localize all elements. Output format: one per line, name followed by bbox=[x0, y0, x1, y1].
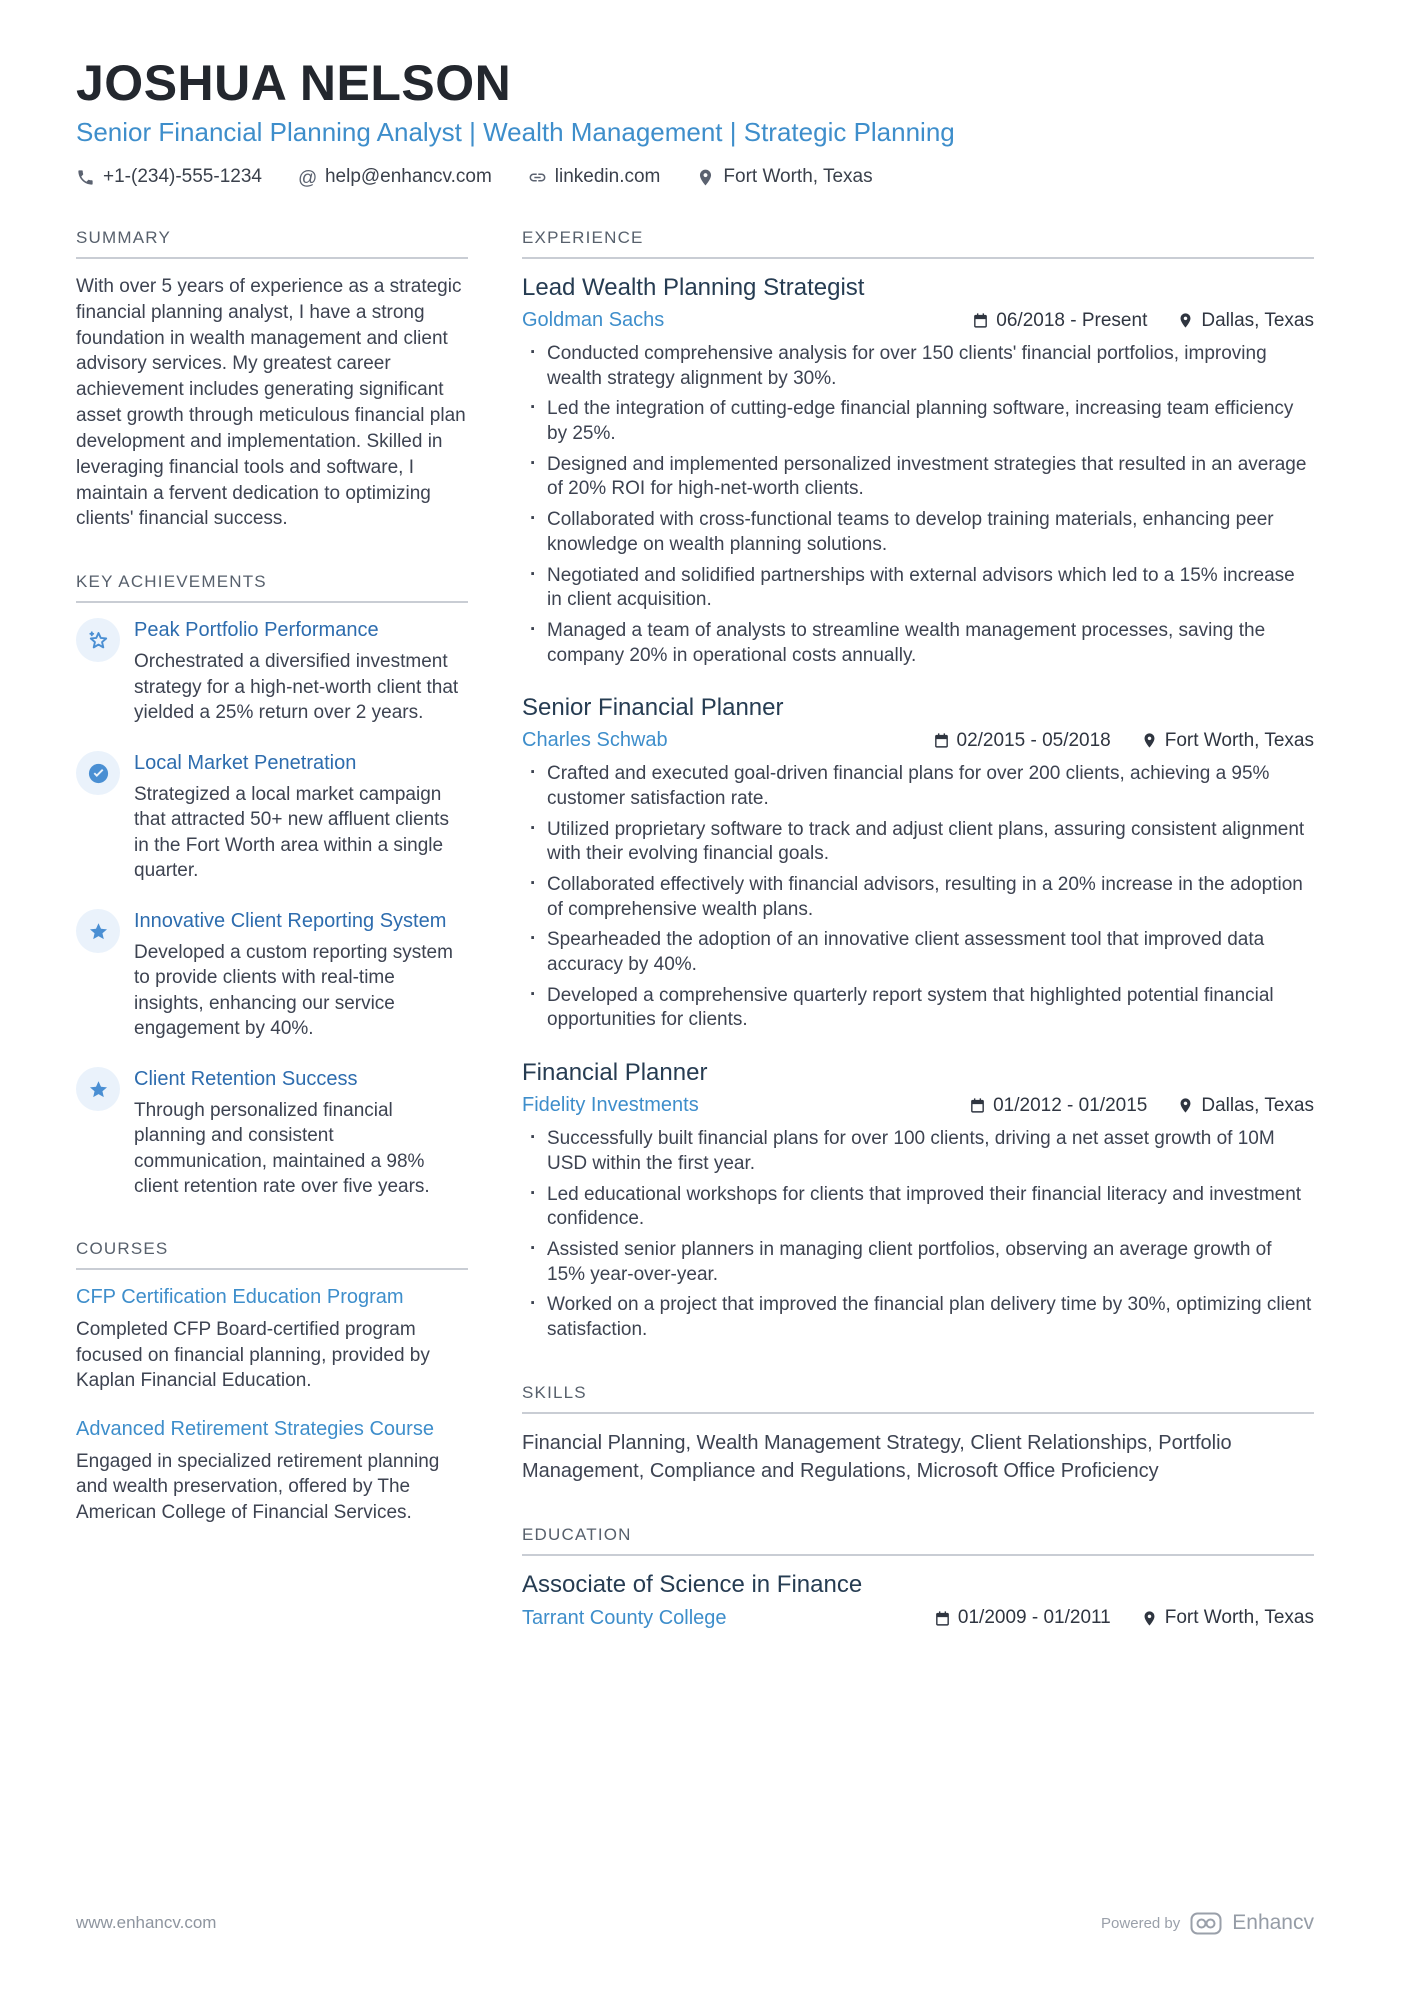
resume-body bbox=[76, 228, 1314, 1670]
job-title: Lead Wealth Planning Strategist bbox=[522, 274, 865, 301]
phone-icon bbox=[76, 168, 95, 187]
email-address: help@enhancv.com bbox=[324, 166, 492, 187]
course-text: Engaged in specialized retirement planning and wealth preservation, offered by The American College of Financial Services. bbox=[76, 1451, 440, 1523]
left-column bbox=[76, 228, 468, 1670]
achievement-item bbox=[76, 618, 468, 725]
achievement-title: Local Market Penetration bbox=[134, 752, 357, 775]
website-url: linkedin.com bbox=[554, 166, 661, 187]
education-meta bbox=[522, 1607, 1314, 1630]
education-location bbox=[1141, 1607, 1314, 1629]
star-icon bbox=[76, 909, 120, 953]
pin-icon bbox=[1177, 1097, 1194, 1114]
bullet: · Worked on a project that improved the financial plan delivery time by 30%, optimizing client satisfaction. bbox=[522, 1293, 1314, 1342]
phone-number: +1-(234)-555-1234 bbox=[103, 166, 262, 187]
job-bullets bbox=[522, 762, 1314, 1033]
achievement-text: Orchestrated a diversified investment strategy for a high-net-worth client that yielded a 25% return over 2 years. bbox=[134, 651, 459, 723]
education-section bbox=[522, 1525, 1314, 1630]
pin-icon bbox=[1177, 312, 1194, 329]
achievement-text: Through personalized financial planning and consistent communication, maintained a 98% client retention rate over five years. bbox=[134, 1100, 430, 1197]
job-title: Senior Financial Planner bbox=[522, 694, 784, 722]
bullet: · Collaborated effectively with financial advisors, resulting in a 20% increase in the adoption of comprehensive wealth plans. bbox=[522, 873, 1314, 922]
job-location bbox=[1177, 1095, 1314, 1117]
powered-by-label: Powered by bbox=[1101, 1914, 1181, 1932]
footer-site-link[interactable]: www.enhancv.com bbox=[76, 1913, 217, 1932]
sparkle-star-icon bbox=[76, 618, 120, 662]
bullet: · Conducted comprehensive analysis for over 150 clients' financial portfolios, improving wealth strategy alignment by 30%. bbox=[522, 342, 1314, 391]
experience-heading: EXPERIENCE bbox=[522, 228, 1314, 259]
location-text: Fort Worth, Texas bbox=[1164, 729, 1314, 751]
achievements-heading: KEY ACHIEVEMENTS bbox=[76, 572, 468, 603]
contact-email[interactable] bbox=[298, 166, 492, 188]
bullet: · Collaborated with cross-functional teams to develop training materials, enhancing peer knowledge on wealth planning solutions. bbox=[522, 508, 1314, 557]
bullet: · Crafted and executed goal-driven financial plans for over 200 clients, achieving a 95% customer satisfaction rate. bbox=[522, 762, 1314, 811]
job-location bbox=[1177, 310, 1314, 332]
calendar-icon bbox=[969, 1097, 986, 1114]
job-entry bbox=[522, 1059, 1314, 1343]
page-footer bbox=[76, 1911, 1314, 1935]
location-text: Dallas, Texas bbox=[1201, 1094, 1314, 1116]
achievement-text: Developed a custom reporting system to provide clients with real-time insights, enhancing our service engagement by 40%. bbox=[134, 942, 453, 1039]
achievements-section bbox=[76, 572, 468, 1199]
job-meta bbox=[522, 1094, 1314, 1117]
star-icon bbox=[76, 1067, 120, 1111]
at-icon bbox=[298, 168, 317, 187]
bullet: · Negotiated and solidified partnerships with external advisors which led to a 15% increase in client acquisition. bbox=[522, 564, 1314, 613]
calendar-icon bbox=[934, 1610, 951, 1627]
degree-title: Associate of Science in Finance bbox=[522, 1570, 863, 1598]
dates-text: 01/2012 - 01/2015 bbox=[993, 1094, 1148, 1116]
job-dates bbox=[933, 730, 1111, 752]
pin-icon bbox=[1141, 732, 1158, 749]
summary-section bbox=[76, 228, 468, 532]
job-bullets bbox=[522, 342, 1314, 668]
education-dates bbox=[934, 1607, 1111, 1629]
achievement-item bbox=[76, 909, 468, 1041]
job-dates bbox=[969, 1095, 1147, 1117]
skills-text: Financial Planning, Wealth Management Strategy, Client Relationships, Portfolio Management, Compliance and Regulations, Microsoft Office Proficiency bbox=[522, 1431, 1232, 1482]
location-text: Fort Worth, Texas bbox=[723, 166, 873, 187]
enhancv-logo-icon bbox=[1190, 1912, 1222, 1935]
job-entry bbox=[522, 694, 1314, 1033]
achievement-text: Strategized a local market campaign that attracted 50+ new affluent clients in the Fort Worth area within a single quarter. bbox=[134, 784, 449, 881]
bullet: · Managed a team of analysts to streamline wealth management processes, saving the company 20% in operational costs annually. bbox=[522, 619, 1314, 668]
contact-phone[interactable] bbox=[76, 166, 262, 188]
right-column bbox=[522, 228, 1314, 1670]
contact-website[interactable] bbox=[528, 166, 661, 188]
dates-text: 02/2015 - 05/2018 bbox=[956, 729, 1111, 751]
company-name: Charles Schwab bbox=[522, 729, 668, 752]
achievement-title: Peak Portfolio Performance bbox=[134, 619, 379, 642]
skills-heading: SKILLS bbox=[522, 1383, 1314, 1414]
job-entry bbox=[522, 274, 1314, 668]
summary-text: With over 5 years of experience as a strategic financial planning analyst, I have a strong foundation in wealth management and client advisory services. My greatest career achievement includes generating significant asset growth through meticulous financial plan development and implementation. Skilled in leveraging financial tools and software, I maintain a fervent dedication to optimizing clients' financial success. bbox=[76, 276, 466, 530]
job-bullets bbox=[522, 1127, 1314, 1343]
candidate-headline: Senior Financial Planning Analyst | Wealth Management | Strategic Planning bbox=[76, 117, 955, 147]
resume-header bbox=[76, 56, 1314, 188]
enhancv-wordmark: Enhancv bbox=[1232, 1911, 1314, 1934]
contact-row bbox=[76, 166, 1314, 188]
candidate-name: JOSHUA NELSON bbox=[76, 55, 512, 111]
course-item bbox=[76, 1285, 468, 1393]
experience-section bbox=[522, 228, 1314, 1343]
bullet: · Successfully built financial plans for over 100 clients, driving a net asset growth of 10M USD within the first year. bbox=[522, 1127, 1314, 1176]
achievement-title: Client Retention Success bbox=[134, 1068, 358, 1091]
bullet: · Designed and implemented personalized investment strategies that resulted in an average of 20% ROI for high-net-worth clients. bbox=[522, 453, 1314, 502]
course-title: CFP Certification Education Program bbox=[76, 1286, 404, 1309]
education-heading: EDUCATION bbox=[522, 1525, 1314, 1556]
course-item bbox=[76, 1417, 468, 1525]
bullet: · Spearheaded the adoption of an innovative client assessment tool that improved data accuracy by 40%. bbox=[522, 928, 1314, 977]
bullet: · Led educational workshops for clients that improved their financial literacy and investment confidence. bbox=[522, 1183, 1314, 1232]
calendar-icon bbox=[972, 312, 989, 329]
job-location bbox=[1141, 730, 1314, 752]
course-title: Advanced Retirement Strategies Course bbox=[76, 1418, 434, 1441]
job-meta bbox=[522, 309, 1314, 332]
company-name: Goldman Sachs bbox=[522, 309, 665, 331]
location-text: Fort Worth, Texas bbox=[1164, 1607, 1314, 1629]
job-title: Financial Planner bbox=[522, 1059, 708, 1087]
school-name: Tarrant County College bbox=[522, 1606, 727, 1629]
pin-icon bbox=[696, 168, 715, 187]
course-text: Completed CFP Board-certified program focused on financial planning, provided by Kaplan Financial Education. bbox=[76, 1319, 430, 1391]
bullet: · Utilized proprietary software to track and adjust client plans, assuring consistent alignment with their evolving financial goals. bbox=[522, 818, 1314, 867]
location-text: Dallas, Texas bbox=[1201, 309, 1314, 331]
courses-section bbox=[76, 1239, 468, 1525]
achievement-title: Innovative Client Reporting System bbox=[134, 910, 447, 933]
skills-section bbox=[522, 1383, 1314, 1485]
calendar-icon bbox=[933, 732, 950, 749]
bullet: · Assisted senior planners in managing client portfolios, observing an average growth of 15% year-over-year. bbox=[522, 1238, 1314, 1287]
summary-heading: SUMMARY bbox=[76, 228, 468, 259]
bullet: · Developed a comprehensive quarterly report system that highlighted potential financial opportunities for clients. bbox=[522, 984, 1314, 1033]
pin-icon bbox=[1141, 1610, 1158, 1627]
bullet: · Led the integration of cutting-edge financial planning software, increasing team efficiency by 25%. bbox=[522, 397, 1314, 446]
courses-heading: COURSES bbox=[76, 1239, 468, 1270]
achievement-item bbox=[76, 751, 468, 883]
achievement-item bbox=[76, 1067, 468, 1199]
company-name: Fidelity Investments bbox=[522, 1094, 699, 1117]
check-circle-icon bbox=[76, 751, 120, 795]
link-icon bbox=[528, 168, 547, 187]
powered-by-group[interactable] bbox=[1101, 1911, 1314, 1935]
job-dates bbox=[972, 310, 1147, 332]
dates-text: 01/2009 - 01/2011 bbox=[957, 1607, 1111, 1629]
job-meta bbox=[522, 729, 1314, 752]
dates-text: 06/2018 - Present bbox=[996, 309, 1148, 331]
contact-location bbox=[696, 166, 872, 188]
